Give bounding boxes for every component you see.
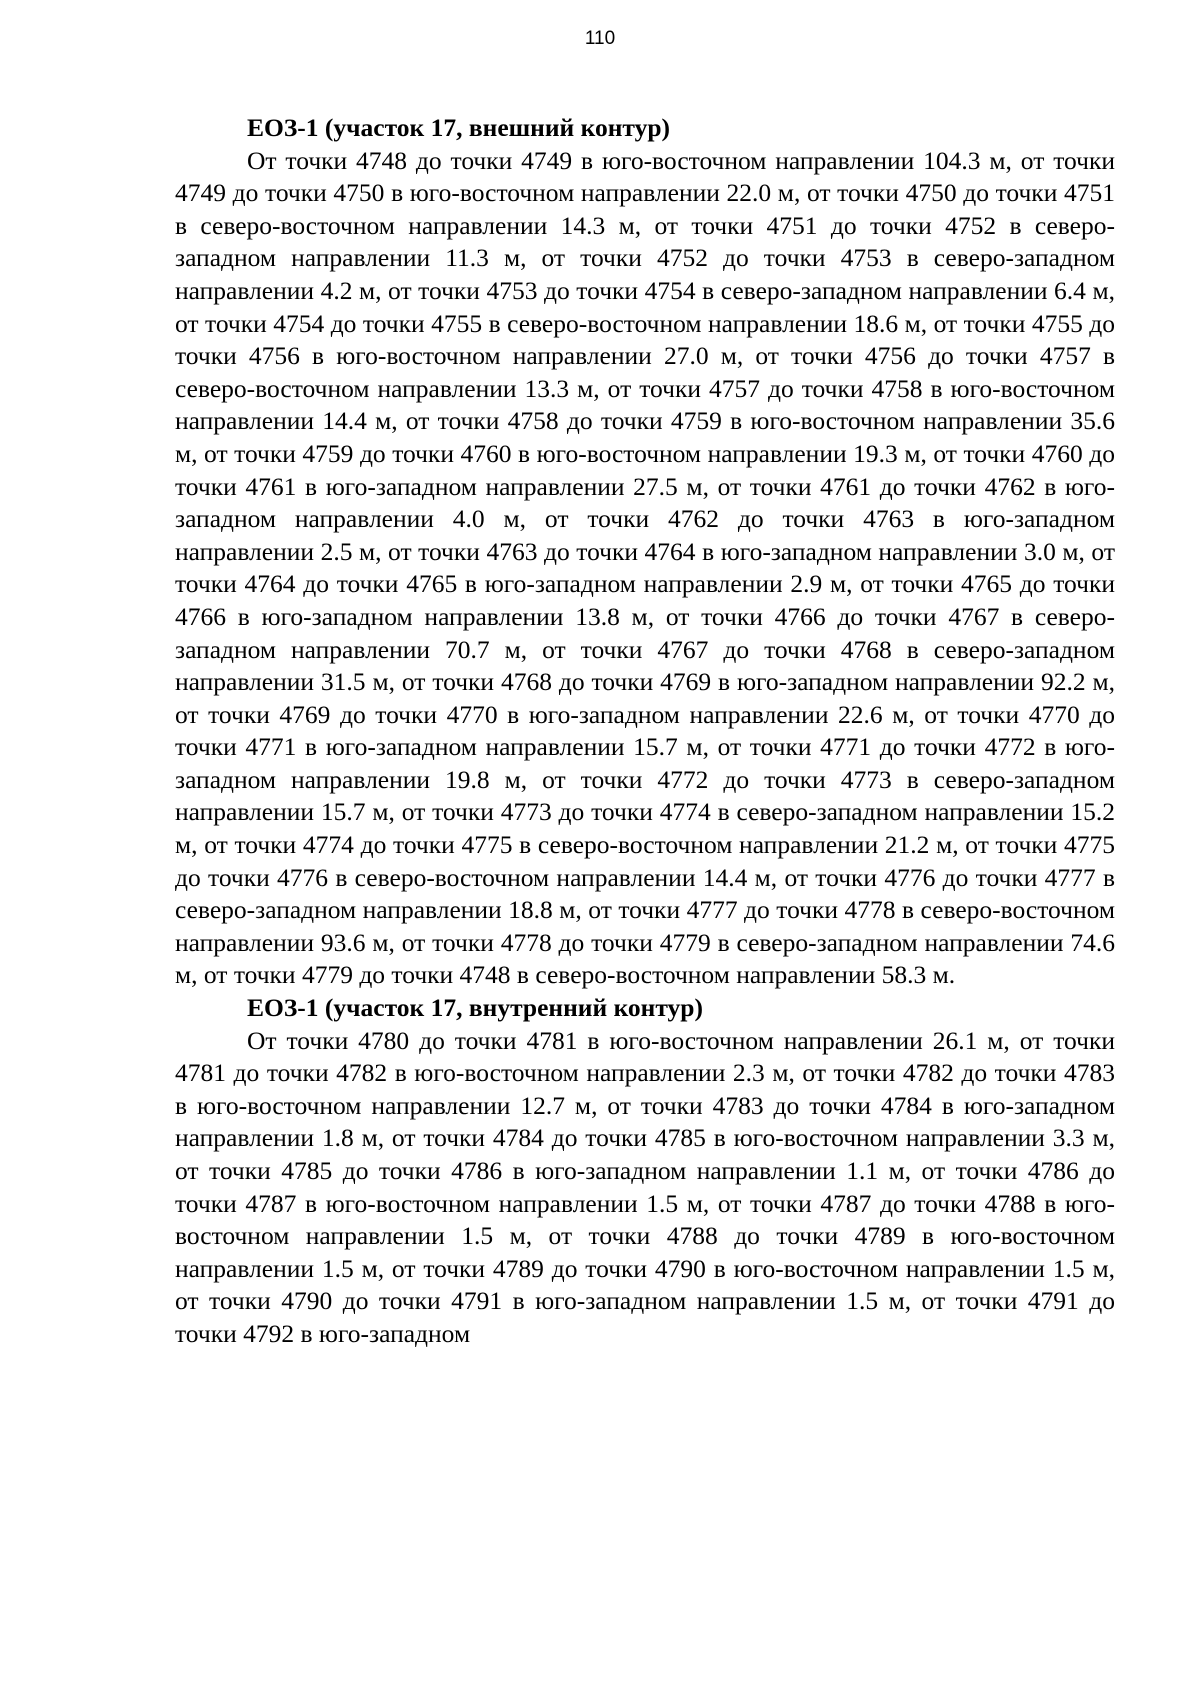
section-outer-contour [175,112,1115,992]
section-paragraph: От точки 4748 до точки 4749 в юго-восточном направлении 104.3 м, от точки 4749 до точки 4750 в юго-восточном направлении 22.0 м, от точки 4750 до точки 4751 в северо-восточном направлении 14.3 м, от точки 4751 до точки 4752 в северо-западном направлении 11.3 м, от точки 4752 до точки 4753 в северо-западном направлении 4.2 м, от точки 4753 до точки 4754 в северо-западном направлении 6.4 м, от точки 4754 до точки 4755 в северо-восточном направлении 18.6 м, от точки 4755 до точки 4756 в юго-восточном направлении 27.0 м, от точки 4756 до точки 4757 в северо-восточном направлении 13.3 м, от точки 4757 до точки 4758 в юго-восточном направлении 14.4 м, от точки 4758 до точки 4759 в юго-восточном направлении 35.6 м, от точки 4759 до точки 4760 в юго-восточном направлении 19.3 м, от точки 4760 до точки 4761 в юго-западном направлении 27.5 м, от точки 4761 до точки 4762 в юго-западном направлении 4.0 м, от точки 4762 до точки 4763 в юго-западном направлении 2.5 м, от точки 4763 до точки 4764 в юго-западном направлении 3.0 м, от точки 4764 до точки 4765 в юго-западном направлении 2.9 м, от точки 4765 до точки 4766 в юго-западном направлении 13.8 м, от точки 4766 до точки 4767 в северо-западном направлении 70.7 м, от точки 4767 до точки 4768 в северо-западном направлении 31.5 м, от точки 4768 до точки 4769 в юго-западном направлении 92.2 м, от точки 4769 до точки 4770 в юго-западном направлении 22.6 м, от точки 4770 до точки 4771 в юго-западном направлении 15.7 м, от точки 4771 до точки 4772 в юго-западном направлении 19.8 м, от точки 4772 до точки 4773 в северо-западном направлении 15.7 м, от точки 4773 до точки 4774 в северо-западном направлении 15.2 м, от точки 4774 до точки 4775 в северо-восточном направлении 21.2 м, от точки 4775 до точки 4776 в северо-восточном направлении 14.4 м, от точки 4776 до точки 4777 в северо-западном направлении 18.8 м, от точки 4777 до точки 4778 в северо-восточном направлении 93.6 м, от точки 4778 до точки 4779 в северо-западном направлении 74.6 м, от точки 4779 до точки 4748 в северо-восточном направлении 58.3 м. [175,145,1115,990]
section-paragraph: От точки 4780 до точки 4781 в юго-восточном направлении 26.1 м, от точки 4781 до точки 4782 в юго-восточном направлении 2.3 м, от точки 4782 до точки 4783 в юго-восточном направлении 12.7 м, от точки 4783 до точки 4784 в юго-западном направлении 1.8 м, от точки 4784 до точки 4785 в юго-восточном направлении 3.3 м, от точки 4785 до точки 4786 в юго-западном направлении 1.1 м, от точки 4786 до точки 4787 в юго-восточном направлении 1.5 м, от точки 4787 до точки 4788 в юго-восточном направлении 1.5 м, от точки 4788 до точки 4789 в юго-восточном направлении 1.5 м, от точки 4789 до точки 4790 в юго-восточном направлении 1.5 м, от точки 4790 до точки 4791 в юго-западном направлении 1.5 м, от точки 4791 до точки 4792 в юго-западном [175,1025,1115,1348]
section-inner-contour [175,992,1115,1351]
document-body [175,112,1115,1351]
page-number: 110 [584,28,616,49]
section-heading: ЕОЗ-1 (участок 17, внутренний контур) [247,993,703,1023]
section-heading: ЕОЗ-1 (участок 17, внешний контур) [247,113,671,142]
